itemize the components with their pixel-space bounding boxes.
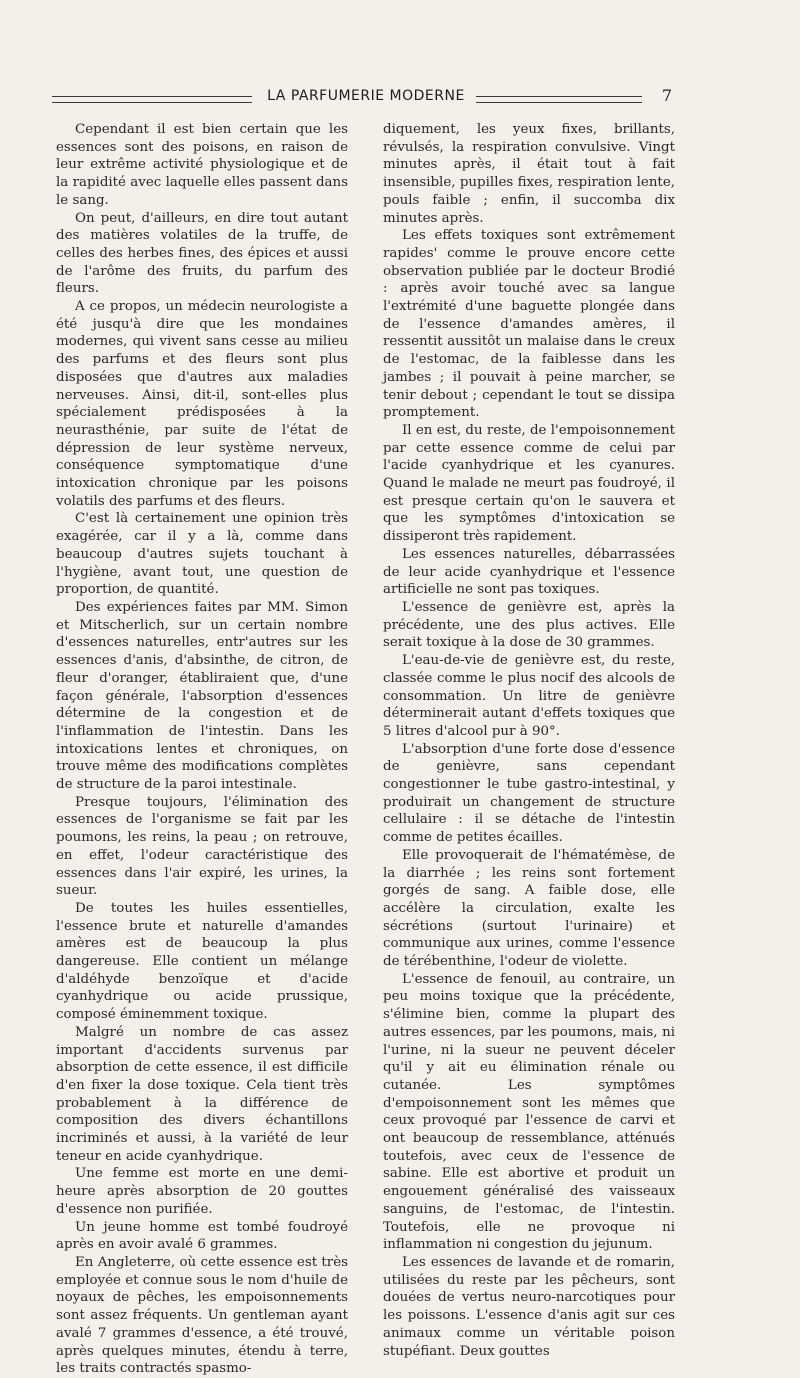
paragraph: De toutes les huiles essentielles, l'essence brute et naturelle d'amandes amères est de beaucoup la plus dangereuse. Elle contient un mélange d'aldéhyde benzoïque et d'acide cyanhydrique ou acide prussique, composé éminemment toxique. (56, 900, 348, 1023)
paragraph: Des expériences faites par MM. Simon et Mitscherlich, sur un certain nombre d'essences naturelles, entr'autres sur les essences d'anis, d'absinthe, de citron, de fleur d'oranger, établiraient que, d'une façon générale, l'absorption d'essences détermine de la congestion et de l'inflammation de l'intestin. Dans les intoxications lentes et chroniques, on trouve même des modifications complètes de structure de la paroi intestinale. (56, 599, 348, 793)
right-column (383, 121, 675, 1360)
paragraph: L'essence de genièvre est, après la précédente, une des plus actives. Elle serait toxique à la dose de 30 grammes. (383, 599, 675, 651)
paragraph: diquement, les yeux fixes, brillants, révulsés, la respiration convulsive. Vingt minutes après, il était tout à fait insensible, pupilles fixes, respiration lente, pouls faible ; enfin, il succomba dix minutes après. (383, 122, 675, 226)
paragraph: Presque toujours, l'élimination des essences de l'organisme se fait par les poumons, les reins, la peau ; on retrouve, en effet, l'odeur caractéristique des essences dans l'air expiré, les urines, la sueur. (56, 794, 348, 899)
paragraph: L'eau-de-vie de genièvre est, du reste, classée comme le plus nocif des alcools de consommation. Un litre de genièvre déterminerait autant d'effets toxiques que 5 litres d'alcool pur à 90°. (383, 653, 675, 739)
paragraph: C'est là certainement une opinion très exagérée, car il y a là, comme dans beaucoup d'autres sujets touchant à l'hygiène, avant tout, une question de proportion, de quantité. (56, 511, 348, 598)
paragraph: Une femme est morte en une demi-heure après absorption de 20 gouttes d'essence non purifiée. (56, 1166, 348, 1217)
paragraph: L'absorption d'une forte dose d'essence de genièvre, sans cependant congestionner le tube gastro-intestinal, y produirait un changement de structure cellulaire : il se détache de l'intestin comme de petites écailles. (383, 741, 675, 846)
running-header (52, 88, 672, 110)
header-rule-left (52, 96, 252, 103)
header-rule-right (476, 96, 642, 103)
paragraph: Les essences de lavande et de romarin, utilisées du reste par les pêcheurs, sont douées de vertus neuro-narcotiques pour les poissons. L'essence d'anis agit sur ces animaux comme un véritable poison stupéfiant. Deux gouttes (383, 1255, 675, 1359)
running-title: LA PARFUMERIE MODERNE (267, 88, 465, 104)
paragraph: En Angleterre, où cette essence est très employée et connue sous le nom d'huile de noyaux de pêches, les empoisonnements sont assez fréquents. Un gentleman ayant avalé 7 grammes d'essence, a été trouvé, après quelques minutes, étendu à terre, les traits contractés spasmo- (56, 1255, 348, 1377)
paragraph: Les essences naturelles, débarrassées de leur acide cyanhydrique et l'essence artificielle ne sont pas toxiques. (383, 546, 675, 598)
paragraph: On peut, d'ailleurs, en dire tout autant des matières volatiles de la truffe, de celles des herbes fines, des épices et aussi de l'arôme des fruits, du parfum des fleurs. (56, 210, 348, 297)
paragraph: Les effets toxiques sont extrêmement rapides' comme le prouve encore cette observation publiée par le docteur Brodié : après avoir touché avec sa langue l'extrémité d'une baguette plongée dans de l'essence d'amandes amères, il ressentit aussitôt un malaise dans le creux de l'estomac, de la faiblesse dans les jambes ; il pouvait à peine marcher, se tenir debout ; cependant le tout se dissipa promptement. (383, 228, 675, 421)
paragraph: A ce propos, un médecin neurologiste a été jusqu'à dire que les mondaines modernes, qui vivent sans cesse au milieu des parfums et des fleurs sont plus disposées que d'autres aux maladies nerveuses. Ainsi, dit-il, sont-elles plus spécialement prédisposées à la neurasthénie, par suite de l'état de dépression de leur système nerveux, conséquence symptomatique d'une intoxication chronique par les poisons volatils des parfums et des fleurs. (56, 299, 348, 509)
paragraph: Un jeune homme est tombé foudroyé après en avoir avalé 6 grammes. (56, 1219, 348, 1253)
paragraph: Il en est, du reste, de l'empoisonnement par cette essence comme de celui par l'acide cyanhydrique et les cyanures. Quand le malade ne meurt pas foudroyé, il est presque certain qu'on le sauvera et que les symptômes d'intoxication se dissiperont très rapidement. (383, 422, 675, 545)
page-number: 7 (661, 86, 672, 105)
paragraph: Cependant il est bien certain que les essences sont des poisons, en raison de leur extrême activité physiologique et de la rapidité avec laquelle elles passent dans le sang. (56, 122, 348, 208)
paragraph: L'essence de fenouil, au contraire, un peu moins toxique que la précédente, s'élimine bien, comme la plupart des autres essences, par les poumons, mais, ni l'urine, ni la sueur ne peuvent déceler qu'il y ait eu élimination rénale ou cutanée. Les symptômes d'empoisonnement sont les mêmes que ceux provoqué par l'essence de carvi et ont beaucoup de ressemblance, atténués toutefois, avec ceux de l'essence de sabine. Elle est abortive et produit un engouement généralisé des vaisseaux sanguins, de l'estomac, de l'intestin. Toutefois, elle ne provoque ni inflammation ni congestion du jejunum. (383, 971, 675, 1253)
paragraph: Malgré un nombre de cas assez important d'accidents survenus par absorption de cette essence, il est difficile d'en fixer la dose toxique. Cela tient très probablement à la différence de composition des divers échantillons incriminés et aussi, à la variété de leur teneur en acide cyanhydrique. (56, 1024, 348, 1164)
left-column (56, 121, 348, 1378)
paragraph: Elle provoquerait de l'hématémèse, de la diarrhée ; les reins sont fortement gorgés de sang. A faible dose, elle accélère la circulation, exalte les sécrétions (surtout l'urinaire) et communique aux urines, comme l'essence de térébenthine, l'odeur de violette. (383, 847, 675, 970)
